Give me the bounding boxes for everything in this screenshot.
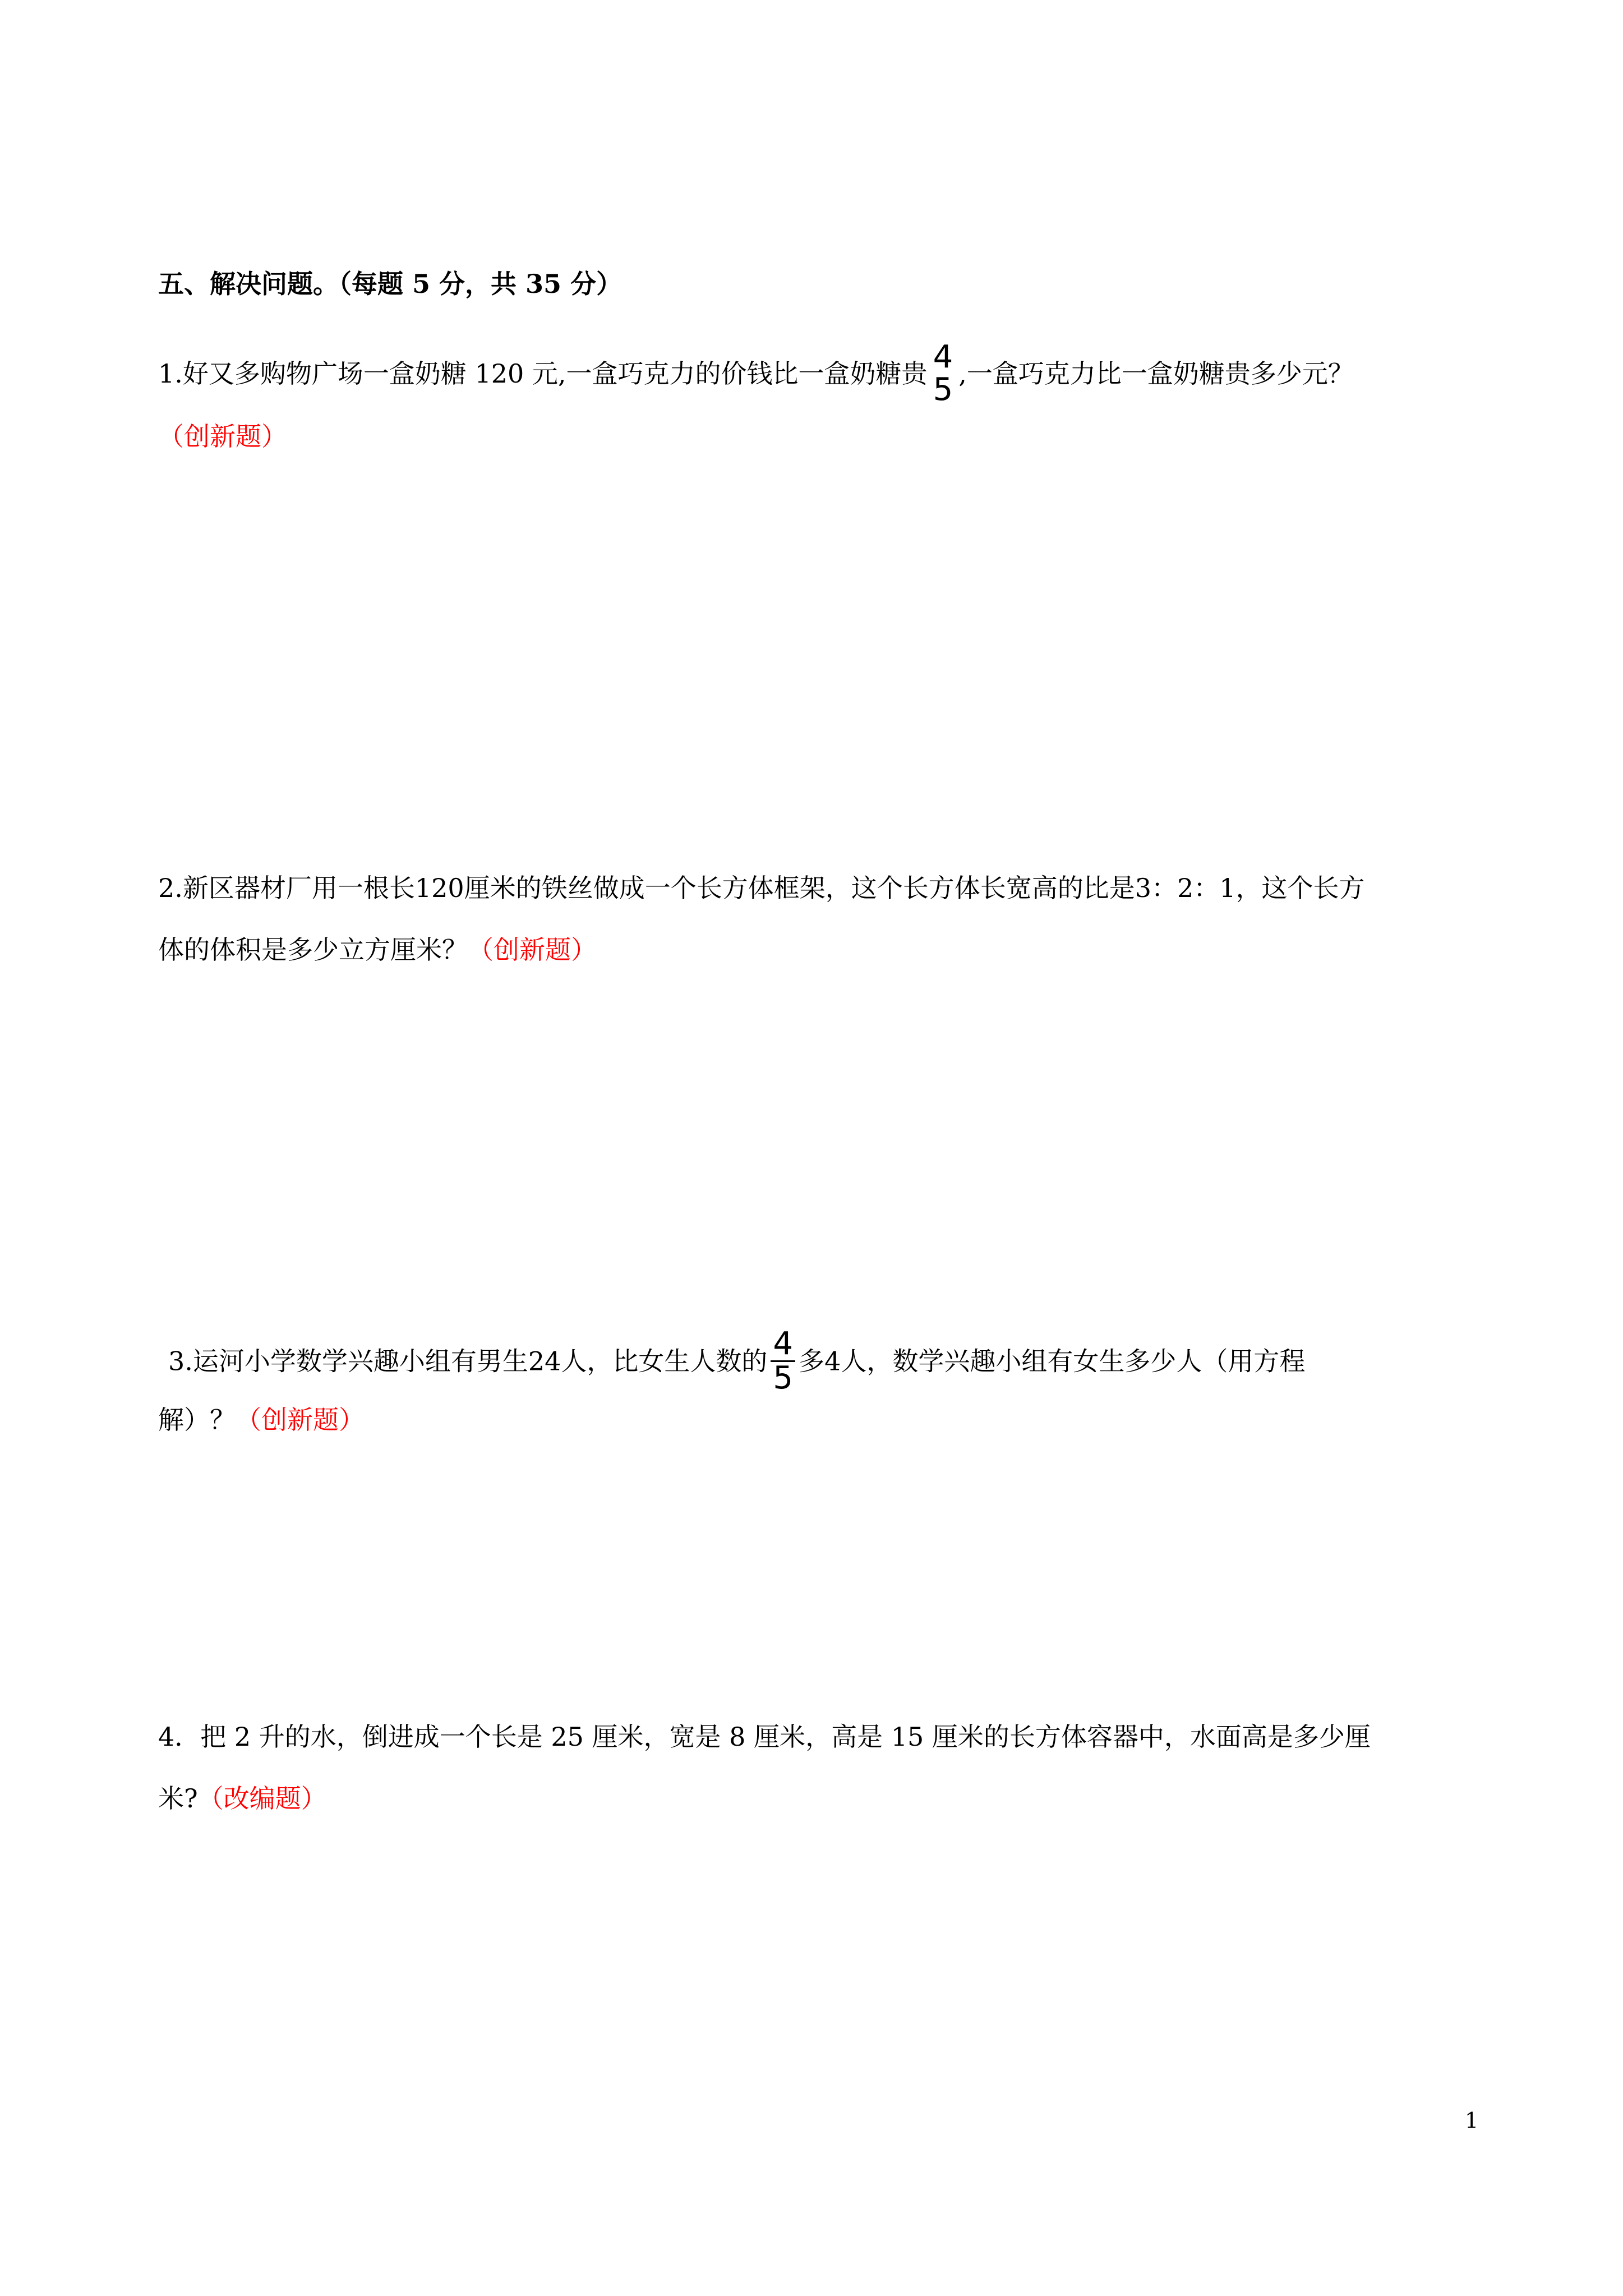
fraction-numerator: 4 — [933, 339, 953, 375]
fraction-denominator: 5 — [933, 371, 953, 408]
question-4-text: 米? — [158, 1783, 198, 1814]
question-2-text: 体的体积是多少立方厘米？ — [158, 935, 468, 965]
fraction-numerator: 4 — [771, 1328, 795, 1362]
question-3-tag: （创新题） — [236, 1405, 365, 1435]
question-1-text-before: 1.好又多购物广场一盒奶糖 120 元,一盒巧克力的价钱比一盒奶糖贵 — [158, 358, 928, 389]
question-1-line-1 — [158, 339, 1354, 408]
question-3-fraction — [771, 1328, 795, 1395]
section-heading: 五、解决问题。（每题 5 分，共 35 分） — [158, 269, 623, 299]
fraction-denominator: 5 — [773, 1360, 794, 1396]
question-3-line-1 — [168, 1326, 1306, 1397]
question-1-tag: （创新题） — [158, 421, 287, 452]
question-3-text-after: 多4人，数学兴趣小组有女生多少人（用方程 — [799, 1346, 1306, 1377]
question-1-fraction — [931, 341, 956, 406]
question-4-tag: （改编题） — [197, 1783, 327, 1814]
question-3-text-before: 3.运河小学数学兴趣小组有男生24人，比女生人数的 — [168, 1346, 768, 1377]
question-4-line-1: 4．把 2 升的水，倒进成一个长是 25 厘米，宽是 8 厘米，高是 15 厘米的长方体容器中，水面高是多少厘 — [158, 1722, 1371, 1752]
question-2-tag: （创新题） — [468, 935, 597, 965]
question-3-text: 解）？ — [158, 1405, 236, 1435]
question-2-line-2 — [158, 933, 597, 967]
question-3-line-2 — [158, 1403, 365, 1437]
page-number: 1 — [1465, 2108, 1479, 2133]
question-2-line-1: 2.新区器材厂用一根长120厘米的铁丝做成一个长方体框架，这个长方体长宽高的比是3：2：1，这个长方 — [158, 873, 1365, 903]
question-4-line-2 — [158, 1782, 327, 1815]
question-1-text-after: ,一盒巧克力比一盒奶糖贵多少元？ — [958, 358, 1354, 389]
question-1-line-2 — [158, 420, 287, 453]
